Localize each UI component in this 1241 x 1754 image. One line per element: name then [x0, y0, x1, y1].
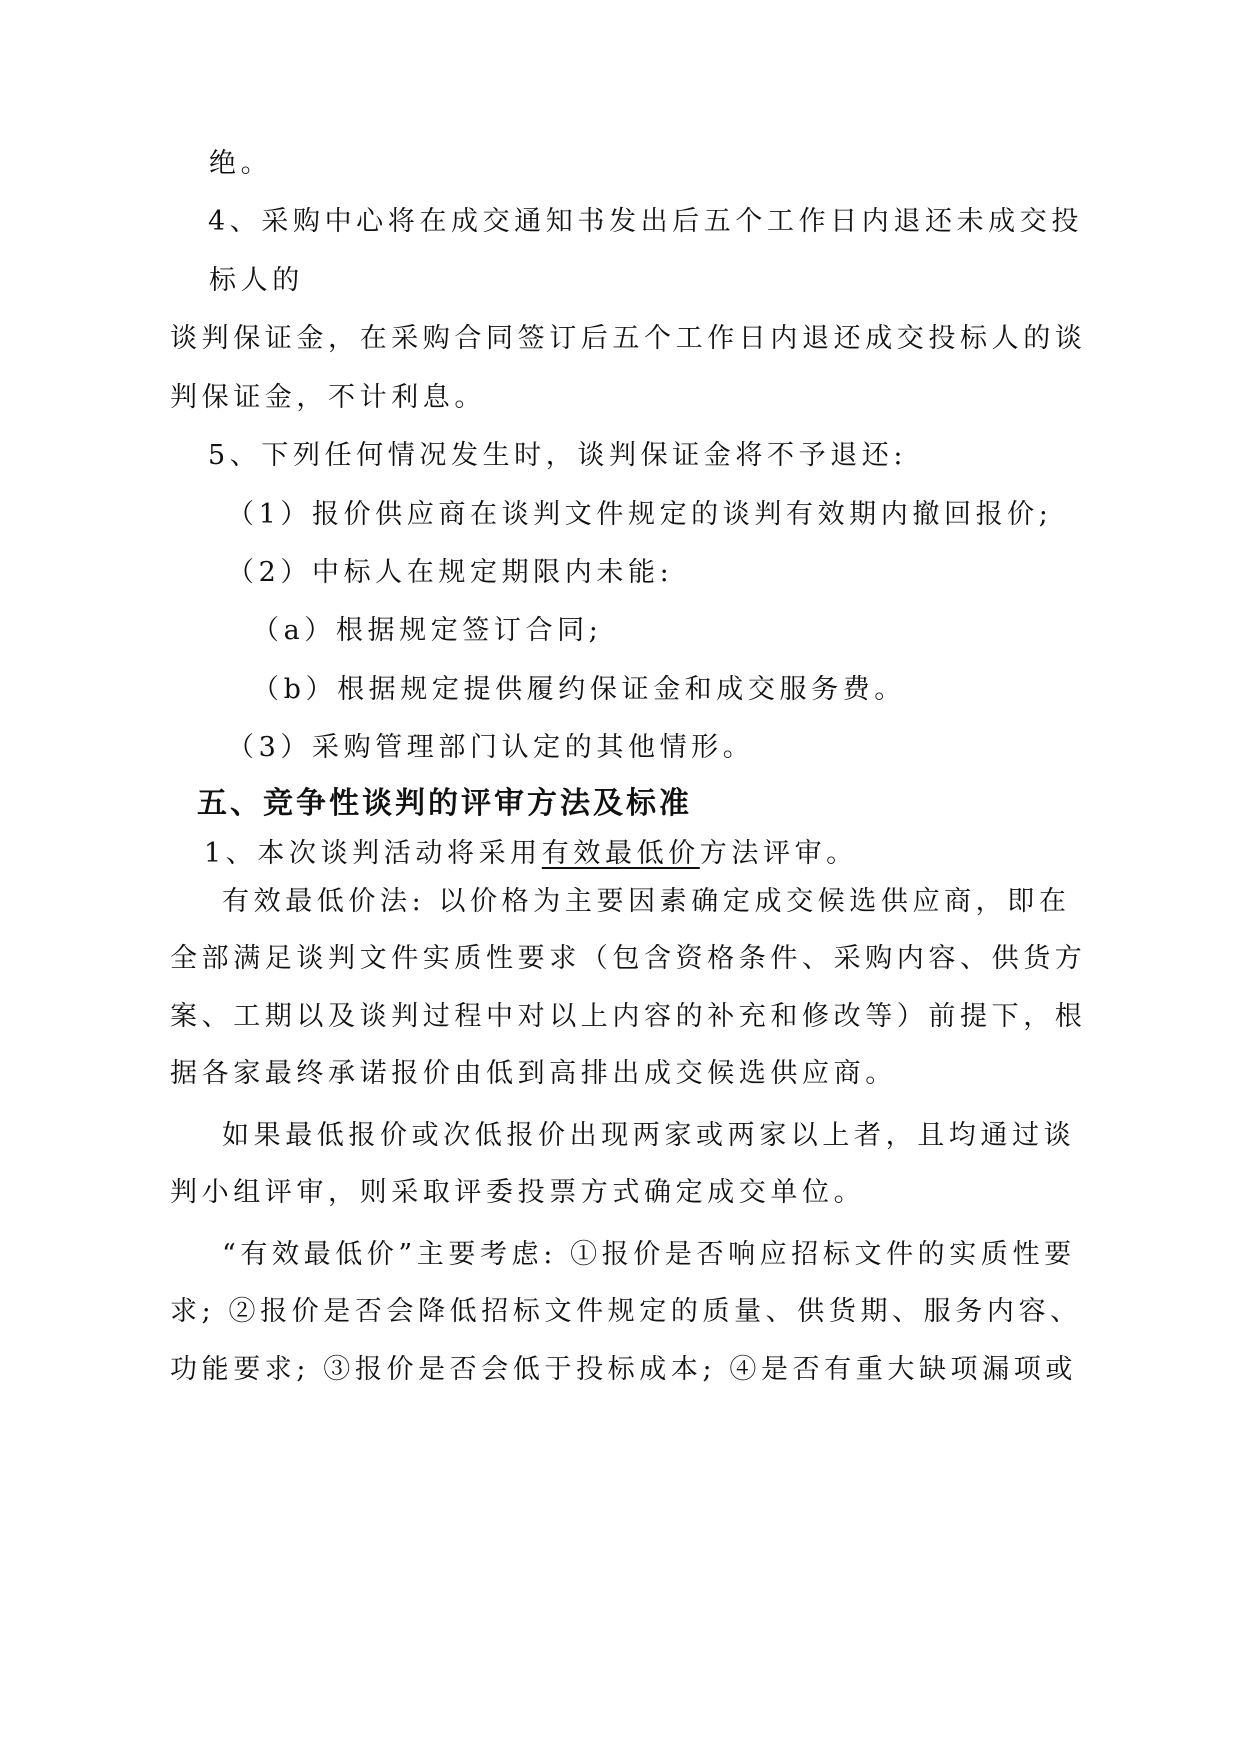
text-line: 标人的: [209, 265, 304, 296]
text-line: （2）中标人在规定期限内未能:: [227, 557, 674, 588]
text-line: （a）根据规定签订合同;: [252, 615, 603, 646]
text-segment: 1、本次谈判活动将采用: [204, 838, 542, 869]
text-line: 判保证金，不计利息。: [170, 382, 486, 413]
section-heading: 五、竞争性谈判的评审方法及标准: [197, 786, 692, 821]
text-line: 绝。: [209, 148, 273, 179]
text-line: 全部满足谈判文件实质性要求（包含资格条件、采购内容、供货方: [170, 943, 1087, 974]
underlined-term: 有效最低价: [541, 838, 700, 869]
text-line: 谈判保证金，在采购合同签订后五个工作日内退还成交投标人的谈: [170, 323, 1087, 354]
text-line: “有效最低价”主要考虑: ①报价是否响应招标文件的实质性要: [222, 1239, 1076, 1270]
text-line: 有效最低价法: 以价格为主要因素确定成交候选供应商，即在: [222, 886, 1071, 917]
text-line: 如果最低报价或次低报价出现两家或两家以上者，且均通过谈: [222, 1120, 1076, 1151]
text-line: 功能要求; ③报价是否会低于投标成本; ④是否有重大缺项漏项或: [170, 1354, 1077, 1385]
text-line: （3）采购管理部门认定的其他情形。: [227, 732, 755, 763]
text-line: 据各家最终承诺报价由低到高排出成交候选供应商。: [170, 1058, 897, 1089]
text-line: （b）根据规定提供履约保证金和成交服务费。: [252, 674, 906, 705]
text-line: 5、下列任何情况发生时，谈判保证金将不予退还:: [208, 440, 908, 471]
text-line: （1）报价供应商在谈判文件规定的谈判有效期内撤回报价;: [227, 499, 1053, 530]
text-line: [204, 836, 858, 872]
text-line: 案、工期以及谈判过程中对以上内容的补充和修改等）前提下，根: [170, 1001, 1087, 1032]
text-line: 4、采购中心将在成交通知书发出后五个工作日内退还未成交投: [208, 206, 1083, 237]
text-line: 求; ②报价是否会降低招标文件规定的质量、供货期、服务内容、: [170, 1296, 1082, 1327]
text-line: 判小组评审，则采取评委投票方式确定成交单位。: [170, 1177, 866, 1208]
text-segment: 方法评审。: [699, 838, 858, 869]
